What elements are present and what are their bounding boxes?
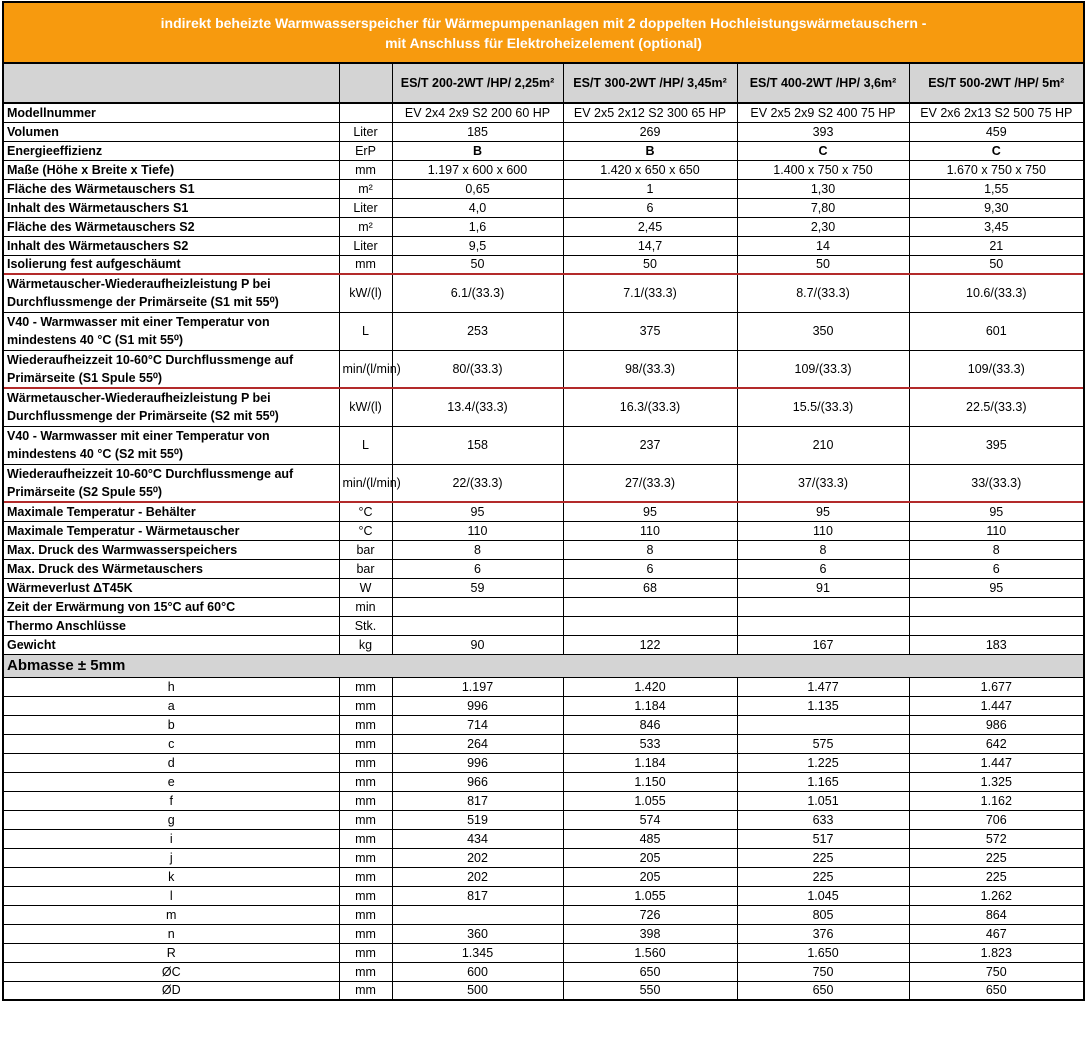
value-cell xyxy=(909,616,1084,635)
value-cell: 1.184 xyxy=(563,753,737,772)
value-cell: 110 xyxy=(737,521,909,540)
row-label: Volumen xyxy=(3,122,339,141)
value-cell: 225 xyxy=(909,867,1084,886)
table-row xyxy=(3,274,1084,312)
value-cell: 14 xyxy=(737,236,909,255)
value-cell: 434 xyxy=(392,829,563,848)
value-cell: 1 xyxy=(563,179,737,198)
spec-table xyxy=(2,1,1085,1001)
section-header-row xyxy=(3,654,1084,677)
row-label: Zeit der Erwärmung von 15°C auf 60°C xyxy=(3,597,339,616)
row-label: V40 - Warmwasser mit einer Temperatur von mindestens 40 °C (S1 mit 55⁰) xyxy=(3,312,339,350)
value-cell: 80/(33.3) xyxy=(392,350,563,388)
dimension-label: f xyxy=(3,791,339,810)
row-unit: mm xyxy=(339,886,392,905)
row-label: Maximale Temperatur - Behälter xyxy=(3,502,339,521)
value-cell: 393 xyxy=(737,122,909,141)
dimension-label: e xyxy=(3,772,339,791)
value-cell: 3,45 xyxy=(909,217,1084,236)
value-cell: 601 xyxy=(909,312,1084,350)
value-cell: 202 xyxy=(392,848,563,867)
value-cell: 650 xyxy=(909,981,1084,1000)
row-unit: bar xyxy=(339,559,392,578)
row-label: Isolierung fest aufgeschäumt xyxy=(3,255,339,274)
value-cell: 8.7/(33.3) xyxy=(737,274,909,312)
value-cell: 183 xyxy=(909,635,1084,654)
value-cell: 122 xyxy=(563,635,737,654)
table-row xyxy=(3,696,1084,715)
row-label: Wärmeverlust ΔT45K xyxy=(3,578,339,597)
value-cell: 1.560 xyxy=(563,943,737,962)
value-cell: 633 xyxy=(737,810,909,829)
row-unit: Stk. xyxy=(339,616,392,635)
value-cell: 1,6 xyxy=(392,217,563,236)
value-cell: 8 xyxy=(563,540,737,559)
value-cell: 50 xyxy=(737,255,909,274)
row-label: Energieeffizienz xyxy=(3,141,339,160)
dimension-label: h xyxy=(3,677,339,696)
row-unit: mm xyxy=(339,160,392,179)
row-unit xyxy=(339,103,392,122)
table-row xyxy=(3,943,1084,962)
value-cell: 1.184 xyxy=(563,696,737,715)
value-cell: 1.325 xyxy=(909,772,1084,791)
value-cell: 10.6/(33.3) xyxy=(909,274,1084,312)
table-row xyxy=(3,981,1084,1000)
value-cell: EV 2x4 2x9 S2 200 60 HP xyxy=(392,103,563,122)
table-row xyxy=(3,924,1084,943)
table-title xyxy=(3,2,1084,63)
value-cell: 1.447 xyxy=(909,696,1084,715)
value-cell xyxy=(737,616,909,635)
table-row xyxy=(3,312,1084,350)
table-row xyxy=(3,236,1084,255)
table-row xyxy=(3,179,1084,198)
value-cell: 575 xyxy=(737,734,909,753)
row-unit: bar xyxy=(339,540,392,559)
row-unit: m² xyxy=(339,217,392,236)
header-blank xyxy=(3,63,339,103)
dimension-label: k xyxy=(3,867,339,886)
value-cell: 360 xyxy=(392,924,563,943)
value-cell: 68 xyxy=(563,578,737,597)
value-cell: 1.162 xyxy=(909,791,1084,810)
value-cell: 2,45 xyxy=(563,217,737,236)
dimension-label: R xyxy=(3,943,339,962)
value-cell: 500 xyxy=(392,981,563,1000)
value-cell: 7,80 xyxy=(737,198,909,217)
value-cell: 1.150 xyxy=(563,772,737,791)
row-unit: min/(l/min) xyxy=(339,350,392,388)
column-header-400: ES/T 400-2WT /HP/ 3,6m² xyxy=(737,63,909,103)
value-cell xyxy=(392,597,563,616)
value-cell: 6 xyxy=(392,559,563,578)
value-cell: 205 xyxy=(563,867,737,886)
title-line-1: indirekt beheizte Warmwasserspeicher für Wärmepumpenanlagen mit 2 doppelten Hochleistungswärmetauschern - xyxy=(160,14,927,31)
value-cell: 1.447 xyxy=(909,753,1084,772)
table-row xyxy=(3,753,1084,772)
value-cell: 6 xyxy=(737,559,909,578)
value-cell: 574 xyxy=(563,810,737,829)
value-cell: 817 xyxy=(392,791,563,810)
dimension-label: c xyxy=(3,734,339,753)
value-cell: 110 xyxy=(392,521,563,540)
value-cell: 225 xyxy=(737,867,909,886)
value-cell: 95 xyxy=(737,502,909,521)
value-cell: 6 xyxy=(563,198,737,217)
value-cell: 50 xyxy=(909,255,1084,274)
value-cell: 98/(33.3) xyxy=(563,350,737,388)
row-unit: m² xyxy=(339,179,392,198)
row-unit: °C xyxy=(339,502,392,521)
value-cell: 185 xyxy=(392,122,563,141)
row-unit: mm xyxy=(339,848,392,867)
value-cell: 1.055 xyxy=(563,791,737,810)
row-label: Max. Druck des Warmwasserspeichers xyxy=(3,540,339,559)
value-cell: 264 xyxy=(392,734,563,753)
value-cell: 225 xyxy=(909,848,1084,867)
value-cell: 6 xyxy=(563,559,737,578)
column-header-500: ES/T 500-2WT /HP/ 5m² xyxy=(909,63,1084,103)
value-cell: 1.677 xyxy=(909,677,1084,696)
row-label: Wiederaufheizzeit 10-60°C Durchflussmenge auf Primärseite (S2 Spule 55⁰) xyxy=(3,464,339,502)
value-cell: 95 xyxy=(909,578,1084,597)
value-cell: 650 xyxy=(563,962,737,981)
row-label: Thermo Anschlüsse xyxy=(3,616,339,635)
value-cell: 110 xyxy=(909,521,1084,540)
row-label: Inhalt des Wärmetauschers S2 xyxy=(3,236,339,255)
row-unit: mm xyxy=(339,791,392,810)
table-row xyxy=(3,198,1084,217)
value-cell: 9,5 xyxy=(392,236,563,255)
value-cell: 50 xyxy=(563,255,737,274)
row-label: Wärmetauscher-Wiederaufheizleistung P bei Durchflussmenge der Primärseite (S2 mit 55⁰) xyxy=(3,388,339,426)
table-row xyxy=(3,521,1084,540)
value-cell: 27/(33.3) xyxy=(563,464,737,502)
row-unit: mm xyxy=(339,696,392,715)
value-cell: 22.5/(33.3) xyxy=(909,388,1084,426)
value-cell: 1.055 xyxy=(563,886,737,905)
row-unit: mm xyxy=(339,924,392,943)
value-cell: 225 xyxy=(737,848,909,867)
dimension-label: ØC xyxy=(3,962,339,981)
value-cell: 9,30 xyxy=(909,198,1084,217)
row-label: Wärmetauscher-Wiederaufheizleistung P bei Durchflussmenge der Primärseite (S1 mit 55⁰) xyxy=(3,274,339,312)
value-cell: EV 2x6 2x13 S2 500 75 HP xyxy=(909,103,1084,122)
value-cell: 1.420 xyxy=(563,677,737,696)
row-label: Fläche des Wärmetauschers S1 xyxy=(3,179,339,198)
value-cell: 14,7 xyxy=(563,236,737,255)
table-row xyxy=(3,217,1084,236)
value-cell: 1.345 xyxy=(392,943,563,962)
table-row xyxy=(3,464,1084,502)
value-cell: 33/(33.3) xyxy=(909,464,1084,502)
value-cell: 37/(33.3) xyxy=(737,464,909,502)
value-cell: 986 xyxy=(909,715,1084,734)
row-label: Gewicht xyxy=(3,635,339,654)
value-cell: 750 xyxy=(737,962,909,981)
value-cell: 846 xyxy=(563,715,737,734)
value-cell: 1.400 x 750 x 750 xyxy=(737,160,909,179)
value-cell: 1.197 xyxy=(392,677,563,696)
value-cell: 1.045 xyxy=(737,886,909,905)
value-cell: 650 xyxy=(737,981,909,1000)
table-row xyxy=(3,905,1084,924)
table-row xyxy=(3,848,1084,867)
value-cell: 1.225 xyxy=(737,753,909,772)
row-unit: W xyxy=(339,578,392,597)
value-cell: 805 xyxy=(737,905,909,924)
value-cell: 15.5/(33.3) xyxy=(737,388,909,426)
value-cell: 269 xyxy=(563,122,737,141)
table-row xyxy=(3,103,1084,122)
row-unit: °C xyxy=(339,521,392,540)
value-cell: 1.670 x 750 x 750 xyxy=(909,160,1084,179)
value-cell: 13.4/(33.3) xyxy=(392,388,563,426)
row-unit: kg xyxy=(339,635,392,654)
value-cell: 8 xyxy=(392,540,563,559)
table-row xyxy=(3,350,1084,388)
row-unit: kW/(l) xyxy=(339,274,392,312)
value-cell: B xyxy=(392,141,563,160)
value-cell: 485 xyxy=(563,829,737,848)
dimension-label: b xyxy=(3,715,339,734)
value-cell: 1.420 x 650 x 650 xyxy=(563,160,737,179)
value-cell: 16.3/(33.3) xyxy=(563,388,737,426)
value-cell: 4,0 xyxy=(392,198,563,217)
value-cell: 50 xyxy=(392,255,563,274)
value-cell: 996 xyxy=(392,753,563,772)
row-unit: mm xyxy=(339,981,392,1000)
value-cell: 91 xyxy=(737,578,909,597)
spec-sheet xyxy=(2,1,1083,1001)
dimension-label: l xyxy=(3,886,339,905)
value-cell: B xyxy=(563,141,737,160)
table-row xyxy=(3,791,1084,810)
row-unit: mm xyxy=(339,255,392,274)
value-cell: C xyxy=(909,141,1084,160)
value-cell: 714 xyxy=(392,715,563,734)
value-cell: 2,30 xyxy=(737,217,909,236)
value-cell: 95 xyxy=(392,502,563,521)
value-cell: 205 xyxy=(563,848,737,867)
table-row xyxy=(3,715,1084,734)
title-row xyxy=(3,2,1084,63)
value-cell xyxy=(392,616,563,635)
value-cell: 1.650 xyxy=(737,943,909,962)
value-cell: 6.1/(33.3) xyxy=(392,274,563,312)
value-cell: 1.135 xyxy=(737,696,909,715)
table-row xyxy=(3,540,1084,559)
column-header-300: ES/T 300-2WT /HP/ 3,45m² xyxy=(563,63,737,103)
row-unit: mm xyxy=(339,810,392,829)
value-cell xyxy=(392,905,563,924)
value-cell: 158 xyxy=(392,426,563,464)
row-unit: mm xyxy=(339,715,392,734)
value-cell: 95 xyxy=(909,502,1084,521)
table-row xyxy=(3,772,1084,791)
value-cell: 8 xyxy=(737,540,909,559)
row-unit: mm xyxy=(339,753,392,772)
table-row xyxy=(3,810,1084,829)
table-row xyxy=(3,734,1084,753)
row-label: Modellnummer xyxy=(3,103,339,122)
value-cell: 467 xyxy=(909,924,1084,943)
row-unit: L xyxy=(339,426,392,464)
value-cell: 109/(33.3) xyxy=(737,350,909,388)
value-cell: 375 xyxy=(563,312,737,350)
value-cell: 395 xyxy=(909,426,1084,464)
table-row xyxy=(3,160,1084,179)
table-row xyxy=(3,426,1084,464)
value-cell: 95 xyxy=(563,502,737,521)
value-cell: 864 xyxy=(909,905,1084,924)
value-cell: 1,30 xyxy=(737,179,909,198)
row-label: V40 - Warmwasser mit einer Temperatur von mindestens 40 °C (S2 mit 55⁰) xyxy=(3,426,339,464)
value-cell: 1.823 xyxy=(909,943,1084,962)
value-cell: 706 xyxy=(909,810,1084,829)
value-cell: EV 2x5 2x9 S2 400 75 HP xyxy=(737,103,909,122)
value-cell: 1.197 x 600 x 600 xyxy=(392,160,563,179)
value-cell: EV 2x5 2x12 S2 300 65 HP xyxy=(563,103,737,122)
value-cell: 22/(33.3) xyxy=(392,464,563,502)
value-cell: 202 xyxy=(392,867,563,886)
dimension-label: j xyxy=(3,848,339,867)
value-cell xyxy=(563,616,737,635)
value-cell: 642 xyxy=(909,734,1084,753)
row-label: Inhalt des Wärmetauschers S1 xyxy=(3,198,339,217)
value-cell: 1.165 xyxy=(737,772,909,791)
value-cell: C xyxy=(737,141,909,160)
row-label: Wiederaufheizzeit 10-60°C Durchflussmenge auf Primärseite (S1 Spule 55⁰) xyxy=(3,350,339,388)
dimension-label: g xyxy=(3,810,339,829)
value-cell: 459 xyxy=(909,122,1084,141)
value-cell: 253 xyxy=(392,312,563,350)
dimension-label: d xyxy=(3,753,339,772)
row-unit: mm xyxy=(339,734,392,753)
value-cell: 1.262 xyxy=(909,886,1084,905)
table-row xyxy=(3,677,1084,696)
table-row xyxy=(3,829,1084,848)
value-cell: 996 xyxy=(392,696,563,715)
column-header-200: ES/T 200-2WT /HP/ 2,25m² xyxy=(392,63,563,103)
value-cell: 109/(33.3) xyxy=(909,350,1084,388)
dimension-label: ØD xyxy=(3,981,339,1000)
value-cell: 110 xyxy=(563,521,737,540)
row-unit: mm xyxy=(339,962,392,981)
table-row xyxy=(3,141,1084,160)
row-label: Fläche des Wärmetauschers S2 xyxy=(3,217,339,236)
row-unit: mm xyxy=(339,772,392,791)
value-cell: 210 xyxy=(737,426,909,464)
value-cell: 6 xyxy=(909,559,1084,578)
value-cell: 517 xyxy=(737,829,909,848)
value-cell: 1.051 xyxy=(737,791,909,810)
dimension-label: a xyxy=(3,696,339,715)
value-cell: 0,65 xyxy=(392,179,563,198)
row-unit: ErP xyxy=(339,141,392,160)
value-cell: 533 xyxy=(563,734,737,753)
table-row xyxy=(3,597,1084,616)
table-row xyxy=(3,502,1084,521)
section-header-abmasse: Abmasse ± 5mm xyxy=(3,654,1084,677)
value-cell: 398 xyxy=(563,924,737,943)
value-cell: 59 xyxy=(392,578,563,597)
row-label: Maximale Temperatur - Wärmetauscher xyxy=(3,521,339,540)
table-row xyxy=(3,578,1084,597)
value-cell: 572 xyxy=(909,829,1084,848)
row-unit: L xyxy=(339,312,392,350)
value-cell xyxy=(563,597,737,616)
value-cell: 750 xyxy=(909,962,1084,981)
row-unit: mm xyxy=(339,677,392,696)
value-cell: 90 xyxy=(392,635,563,654)
title-line-2: mit Anschluss für Elektroheizelement (optional) xyxy=(385,34,702,51)
row-unit: Liter xyxy=(339,236,392,255)
table-row xyxy=(3,122,1084,141)
value-cell: 350 xyxy=(737,312,909,350)
row-unit: kW/(l) xyxy=(339,388,392,426)
value-cell: 7.1/(33.3) xyxy=(563,274,737,312)
row-unit: mm xyxy=(339,943,392,962)
column-header-row xyxy=(3,63,1084,103)
row-label: Maße (Höhe x Breite x Tiefe) xyxy=(3,160,339,179)
value-cell xyxy=(737,715,909,734)
value-cell: 817 xyxy=(392,886,563,905)
value-cell: 1.477 xyxy=(737,677,909,696)
table-row xyxy=(3,559,1084,578)
value-cell: 1,55 xyxy=(909,179,1084,198)
row-unit: Liter xyxy=(339,122,392,141)
dimension-label: m xyxy=(3,905,339,924)
value-cell: 21 xyxy=(909,236,1084,255)
row-unit: Liter xyxy=(339,198,392,217)
table-row xyxy=(3,635,1084,654)
value-cell: 519 xyxy=(392,810,563,829)
row-unit: mm xyxy=(339,867,392,886)
table-row xyxy=(3,255,1084,274)
dimension-label: n xyxy=(3,924,339,943)
value-cell: 8 xyxy=(909,540,1084,559)
row-unit: mm xyxy=(339,829,392,848)
row-label: Max. Druck des Wärmetauschers xyxy=(3,559,339,578)
table-row xyxy=(3,962,1084,981)
value-cell: 237 xyxy=(563,426,737,464)
value-cell: 167 xyxy=(737,635,909,654)
row-unit: mm xyxy=(339,905,392,924)
dimension-label: i xyxy=(3,829,339,848)
value-cell: 376 xyxy=(737,924,909,943)
table-row xyxy=(3,886,1084,905)
value-cell: 966 xyxy=(392,772,563,791)
value-cell: 550 xyxy=(563,981,737,1000)
table-row xyxy=(3,867,1084,886)
row-unit: min/(l/min) xyxy=(339,464,392,502)
value-cell: 726 xyxy=(563,905,737,924)
table-row xyxy=(3,388,1084,426)
value-cell: 600 xyxy=(392,962,563,981)
table-row xyxy=(3,616,1084,635)
value-cell xyxy=(737,597,909,616)
row-unit: min xyxy=(339,597,392,616)
header-blank-unit xyxy=(339,63,392,103)
value-cell xyxy=(909,597,1084,616)
